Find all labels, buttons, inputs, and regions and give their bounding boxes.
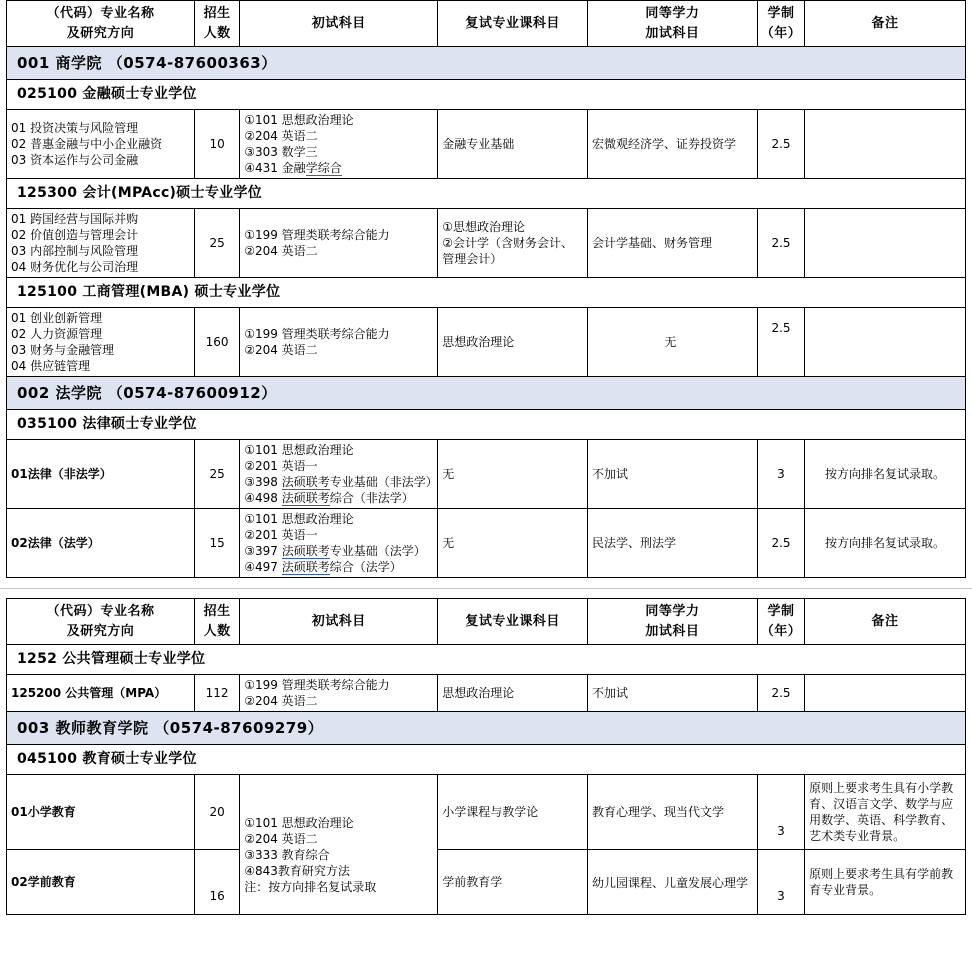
cell-years: 2.5 bbox=[757, 509, 804, 578]
college-band-row bbox=[7, 47, 966, 80]
header-years bbox=[757, 1, 804, 47]
cell-years: 2.5 bbox=[757, 308, 804, 377]
cell-initial-subjects bbox=[240, 675, 438, 712]
cell-initial-subjects bbox=[240, 440, 438, 509]
table-row bbox=[7, 850, 966, 915]
cell-years: 2.5 bbox=[757, 110, 804, 179]
degree-band-row bbox=[7, 745, 966, 775]
subject-line: ②204 英语二 bbox=[244, 244, 318, 258]
subject-line: ①199 管理类联考综合能力 bbox=[244, 678, 390, 692]
header-quota-line1: 招生 bbox=[203, 6, 231, 21]
cell-initial-subjects bbox=[240, 509, 438, 578]
cell-directions bbox=[7, 308, 195, 377]
cell-equivalent: 会计学基础、财务管理 bbox=[588, 209, 758, 278]
cell-quota: 20 bbox=[194, 775, 239, 850]
cell-retest: 思想政治理论 bbox=[438, 308, 588, 377]
direction-line: 02 价值创造与管理会计 bbox=[11, 228, 139, 242]
cell-direction-bold: 01小学教育 bbox=[7, 775, 195, 850]
cell-retest: 金融专业基础 bbox=[438, 110, 588, 179]
cell-remark bbox=[805, 110, 966, 179]
header-major-line1: （代码）专业名称 bbox=[46, 6, 155, 21]
cell-retest: 学前教育学 bbox=[438, 850, 588, 915]
cell-equivalent: 教育心理学、现当代文学 bbox=[588, 775, 758, 850]
admissions-table-page1 bbox=[6, 0, 966, 578]
direction-line: 01 创业创新管理 bbox=[11, 311, 103, 325]
direction-line: 04 财务优化与公司治理 bbox=[11, 260, 139, 274]
subject-line-underlined: ④431 金融学综合 bbox=[244, 161, 342, 175]
cell-equivalent: 不加试 bbox=[588, 440, 758, 509]
header-equiv-line1: 同等学力 bbox=[645, 604, 700, 619]
degree-band-finance: 025100 金融硕士专业学位 bbox=[7, 80, 966, 110]
page-break-divider bbox=[0, 588, 972, 589]
degree-band-row bbox=[7, 278, 966, 308]
header-equiv-line1: 同等学力 bbox=[645, 6, 700, 21]
cell-remark: 按方向排名复试录取。 bbox=[805, 440, 966, 509]
table-row bbox=[7, 440, 966, 509]
degree-band-row bbox=[7, 645, 966, 675]
table-header-row bbox=[7, 599, 966, 645]
subject-line: ②204 英语二 bbox=[244, 694, 318, 708]
college-band-law: 002 法学院 （0574-87600912） bbox=[7, 377, 966, 410]
subject-line: ②204 英语二 bbox=[244, 831, 318, 846]
header-remark: 备注 bbox=[805, 599, 966, 645]
cell-direction-bold: 02学前教育 bbox=[7, 850, 195, 915]
direction-line: 01 跨国经营与国际并购 bbox=[11, 212, 139, 226]
college-band-row bbox=[7, 377, 966, 410]
spellcheck-underline-text: 学综合 bbox=[305, 161, 342, 175]
header-years-line1: 学制 bbox=[767, 604, 795, 619]
header-major-name bbox=[7, 1, 195, 47]
subject-line-underlined: ④498 法硕联考综合（非法学） bbox=[244, 491, 414, 505]
cell-direction-bold: 125200 公共管理（MPA） bbox=[7, 675, 195, 712]
subject-line: ③333 教育综合 bbox=[244, 847, 330, 862]
cell-equivalent: 幼儿园课程、儿童发展心理学 bbox=[588, 850, 758, 915]
subject-line: ②204 英语二 bbox=[244, 343, 318, 357]
degree-band-public-admin: 1252 公共管理硕士专业学位 bbox=[7, 645, 966, 675]
subject-line: ②201 英语一 bbox=[244, 459, 318, 473]
header-quota-line1: 招生 bbox=[203, 604, 231, 619]
cell-years: 3 bbox=[757, 850, 804, 915]
header-quota-line2: 人数 bbox=[203, 26, 231, 41]
cell-direction-bold: 01法律（非法学） bbox=[7, 440, 195, 509]
cell-retest: 思想政治理论 bbox=[438, 675, 588, 712]
subject-line: ④843教育研究方法 bbox=[244, 863, 350, 878]
degree-band-row bbox=[7, 410, 966, 440]
header-remark: 备注 bbox=[805, 1, 966, 47]
table-row bbox=[7, 308, 966, 377]
header-quota-line2: 人数 bbox=[203, 624, 231, 639]
cell-retest: 无 bbox=[438, 509, 588, 578]
subject-line: ①101 思想政治理论 bbox=[244, 113, 354, 127]
subject-line: ①199 管理类联考综合能力 bbox=[244, 327, 390, 341]
subject-line: ①199 管理类联考综合能力 bbox=[244, 228, 390, 242]
college-band-business: 001 商学院 （0574-87600363） bbox=[7, 47, 966, 80]
cell-equivalent: 无 bbox=[588, 308, 758, 377]
table-row bbox=[7, 110, 966, 179]
college-band-row bbox=[7, 712, 966, 745]
header-equiv-line2: 加试科目 bbox=[645, 26, 700, 41]
direction-line: 02 人力资源管理 bbox=[11, 327, 103, 341]
cell-remark bbox=[805, 675, 966, 712]
cell-remark bbox=[805, 209, 966, 278]
header-equiv-line2: 加试科目 bbox=[645, 624, 700, 639]
header-initial-subjects: 初试科目 bbox=[240, 1, 438, 47]
header-quota bbox=[194, 1, 239, 47]
subject-line-underlined: ③397 法硕联考专业基础（法学） bbox=[244, 544, 426, 558]
direction-line: 01 投资决策与风险管理 bbox=[11, 121, 139, 135]
header-years-line2: （年） bbox=[760, 26, 802, 41]
retest-line: ①思想政治理论 bbox=[442, 220, 525, 234]
cell-quota: 10 bbox=[194, 110, 239, 179]
cell-remark: 原则上要求考生具有小学教育、汉语言文学、数学与应用数学、英语、科学教育、艺术类专业背景。 bbox=[805, 775, 966, 850]
cell-initial-subjects bbox=[240, 308, 438, 377]
degree-band-mba: 125100 工商管理(MBA) 硕士专业学位 bbox=[7, 278, 966, 308]
subject-line: ①101 思想政治理论 bbox=[244, 443, 354, 457]
degree-band-row bbox=[7, 179, 966, 209]
table-header-row bbox=[7, 1, 966, 47]
direction-line: 02 普惠金融与中小企业融资 bbox=[11, 137, 163, 151]
header-years bbox=[757, 599, 804, 645]
subject-line: ①101 思想政治理论 bbox=[244, 815, 354, 830]
direction-line: 03 内部控制与风险管理 bbox=[11, 244, 139, 258]
header-major-name bbox=[7, 599, 195, 645]
cell-remark: 原则上要求考生具有学前教育专业背景。 bbox=[805, 850, 966, 915]
cell-directions bbox=[7, 110, 195, 179]
cell-quota: 15 bbox=[194, 509, 239, 578]
cell-initial-subjects-merged bbox=[240, 775, 438, 915]
degree-band-education-master: 045100 教育硕士专业学位 bbox=[7, 745, 966, 775]
degree-band-mpacc: 125300 会计(MPAcc)硕士专业学位 bbox=[7, 179, 966, 209]
header-years-line1: 学制 bbox=[767, 6, 795, 21]
direction-line: 03 资本运作与公司金融 bbox=[11, 153, 139, 167]
cell-years: 3 bbox=[757, 775, 804, 850]
header-retest-subjects: 复试专业课科目 bbox=[438, 1, 588, 47]
cell-quota: 25 bbox=[194, 440, 239, 509]
header-retest-subjects: 复试专业课科目 bbox=[438, 599, 588, 645]
subject-line-underlined: ④497 法硕联考综合（法学） bbox=[244, 560, 402, 574]
table-row bbox=[7, 775, 966, 850]
cell-remark bbox=[805, 308, 966, 377]
cell-retest bbox=[438, 209, 588, 278]
direction-line: 03 财务与金融管理 bbox=[11, 343, 115, 357]
cell-quota: 25 bbox=[194, 209, 239, 278]
cell-years: 3 bbox=[757, 440, 804, 509]
table-row bbox=[7, 675, 966, 712]
admissions-table-page2 bbox=[6, 598, 966, 915]
cell-quota: 160 bbox=[194, 308, 239, 377]
header-equivalent-subjects bbox=[588, 1, 758, 47]
direction-line: 04 供应链管理 bbox=[11, 359, 91, 373]
retest-line: ②会计学（含财务会计、 bbox=[442, 236, 573, 250]
cell-years: 2.5 bbox=[757, 209, 804, 278]
degree-band-law-master: 035100 法律硕士专业学位 bbox=[7, 410, 966, 440]
table-row bbox=[7, 509, 966, 578]
cell-retest: 无 bbox=[438, 440, 588, 509]
cell-directions bbox=[7, 209, 195, 278]
subject-line-underlined: ③398 法硕联考专业基础（非法学） bbox=[244, 475, 438, 489]
subject-line: ②201 英语一 bbox=[244, 528, 318, 542]
subject-line: ②204 英语二 bbox=[244, 129, 318, 143]
subject-line: ③303 数学三 bbox=[244, 145, 318, 159]
cell-initial-subjects bbox=[240, 110, 438, 179]
cell-years: 2.5 bbox=[757, 675, 804, 712]
subject-line: 注：按方向排名复试录取 bbox=[244, 879, 377, 894]
header-initial-subjects: 初试科目 bbox=[240, 599, 438, 645]
header-years-line2: （年） bbox=[760, 624, 802, 639]
retest-line: 管理会计） bbox=[442, 252, 503, 266]
header-major-line2: 及研究方向 bbox=[66, 624, 135, 639]
cell-quota: 112 bbox=[194, 675, 239, 712]
cell-remark: 按方向排名复试录取。 bbox=[805, 509, 966, 578]
cell-retest: 小学课程与教学论 bbox=[438, 775, 588, 850]
degree-band-row bbox=[7, 80, 966, 110]
cell-equivalent: 不加试 bbox=[588, 675, 758, 712]
college-band-teacher-education: 003 教师教育学院 （0574-87609279） bbox=[7, 712, 966, 745]
cell-direction-bold: 02法律（法学） bbox=[7, 509, 195, 578]
header-quota bbox=[194, 599, 239, 645]
header-major-line1: （代码）专业名称 bbox=[46, 604, 155, 619]
cell-equivalent: 民法学、刑法学 bbox=[588, 509, 758, 578]
cell-initial-subjects bbox=[240, 209, 438, 278]
header-major-line2: 及研究方向 bbox=[66, 26, 135, 41]
table-row bbox=[7, 209, 966, 278]
subject-line: ①101 思想政治理论 bbox=[244, 512, 354, 526]
cell-quota: 16 bbox=[194, 850, 239, 915]
bottom-spacer bbox=[0, 915, 972, 923]
cell-equivalent: 宏微观经济学、证券投资学 bbox=[588, 110, 758, 179]
header-equivalent-subjects bbox=[588, 599, 758, 645]
